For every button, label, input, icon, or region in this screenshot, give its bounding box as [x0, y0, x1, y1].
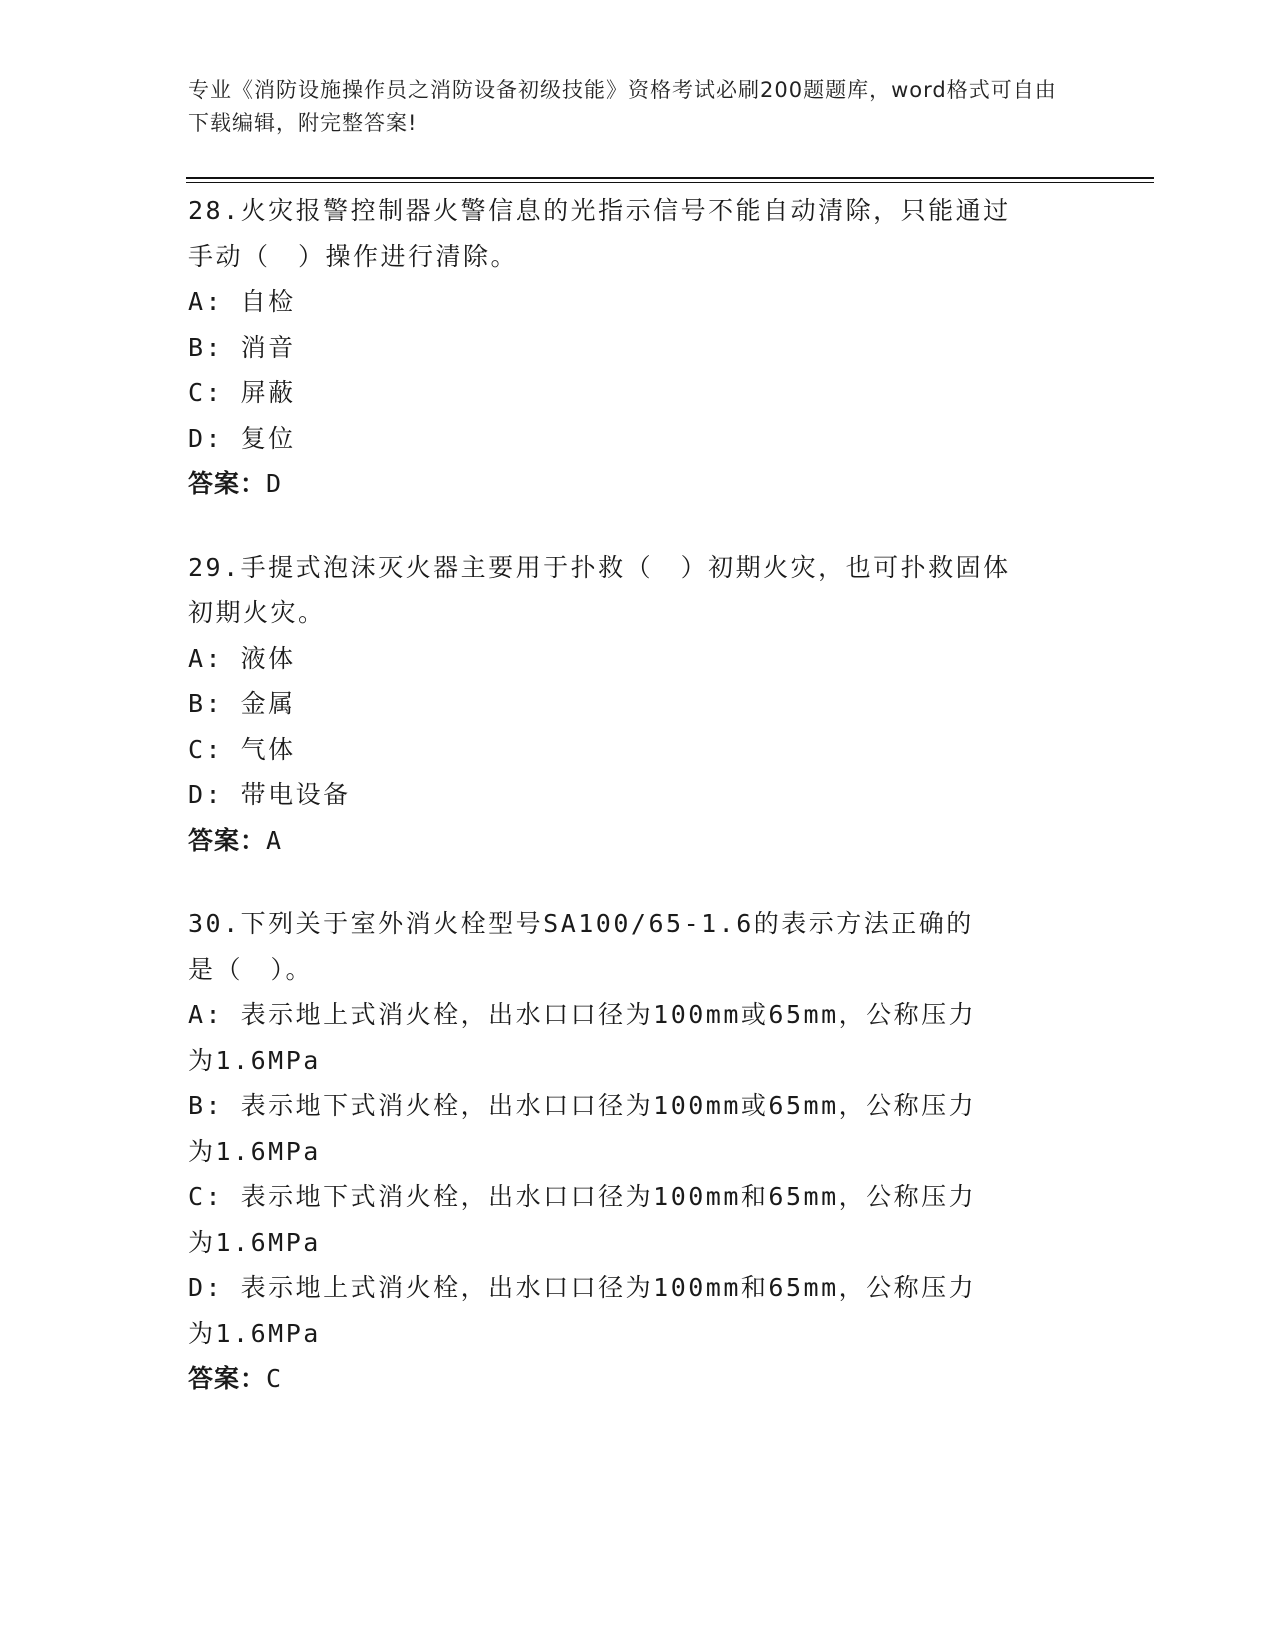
- question-stem: 28.火灾报警控制器火警信息的光指示信号不能自动清除，只能通过手动（ ）操作进行清除。: [188, 196, 1011, 271]
- option-c: C: 屏蔽: [188, 378, 296, 407]
- question-30: [188, 901, 998, 1402]
- question-28: [188, 188, 1038, 507]
- question-29: [188, 545, 1038, 864]
- answer-label: 答案：: [188, 825, 267, 855]
- option-b: B: 消音: [188, 332, 296, 362]
- answer-value: C: [266, 1364, 283, 1393]
- option-b: B: 表示地下式消火栓，出水口口径为100mm或65mm，公称压力为1.6MPa: [188, 1091, 977, 1166]
- answer-line: [188, 818, 1038, 864]
- option-a: A: 自检: [188, 287, 296, 316]
- question-stem: 29.手提式泡沫灭火器主要用于扑救（ ）初期火灾，也可扑救固体初期火灾。: [188, 552, 1011, 627]
- answer-line: [188, 1356, 998, 1402]
- document-header: 专业《消防设施操作员之消防设备初级技能》资格考试必刷200题题库，word格式可自由下载编辑，附完整答案!: [188, 78, 1057, 135]
- answer-value: A: [266, 825, 283, 855]
- option-a: A: 表示地上式消火栓，出水口口径为100mm或65mm，公称压力为1.6MPa: [188, 1000, 977, 1075]
- answer-value: D: [266, 469, 283, 498]
- header-divider-thick: [186, 177, 1154, 179]
- option-a: A: 液体: [188, 643, 296, 673]
- question-list: [188, 188, 1088, 1440]
- option-c: C: 表示地下式消火栓，出水口口径为100mm和65mm，公称压力为1.6MPa: [188, 1182, 977, 1257]
- question-stem: 30.下列关于室外消火栓型号SA100/65-1.6的表示方法正确的是（ ）。: [188, 909, 974, 984]
- header-divider-thin: [186, 182, 1154, 183]
- option-d: D: 复位: [188, 423, 296, 453]
- option-c: C: 气体: [188, 734, 296, 764]
- option-d: D: 带电设备: [188, 780, 351, 809]
- option-d: D: 表示地上式消火栓，出水口口径为100mm和65mm，公称压力为1.6MPa: [188, 1273, 977, 1348]
- answer-line: [188, 461, 1038, 507]
- option-b: B: 金属: [188, 689, 296, 718]
- answer-label: 答案：: [188, 469, 267, 498]
- answer-label: 答案：: [188, 1364, 267, 1393]
